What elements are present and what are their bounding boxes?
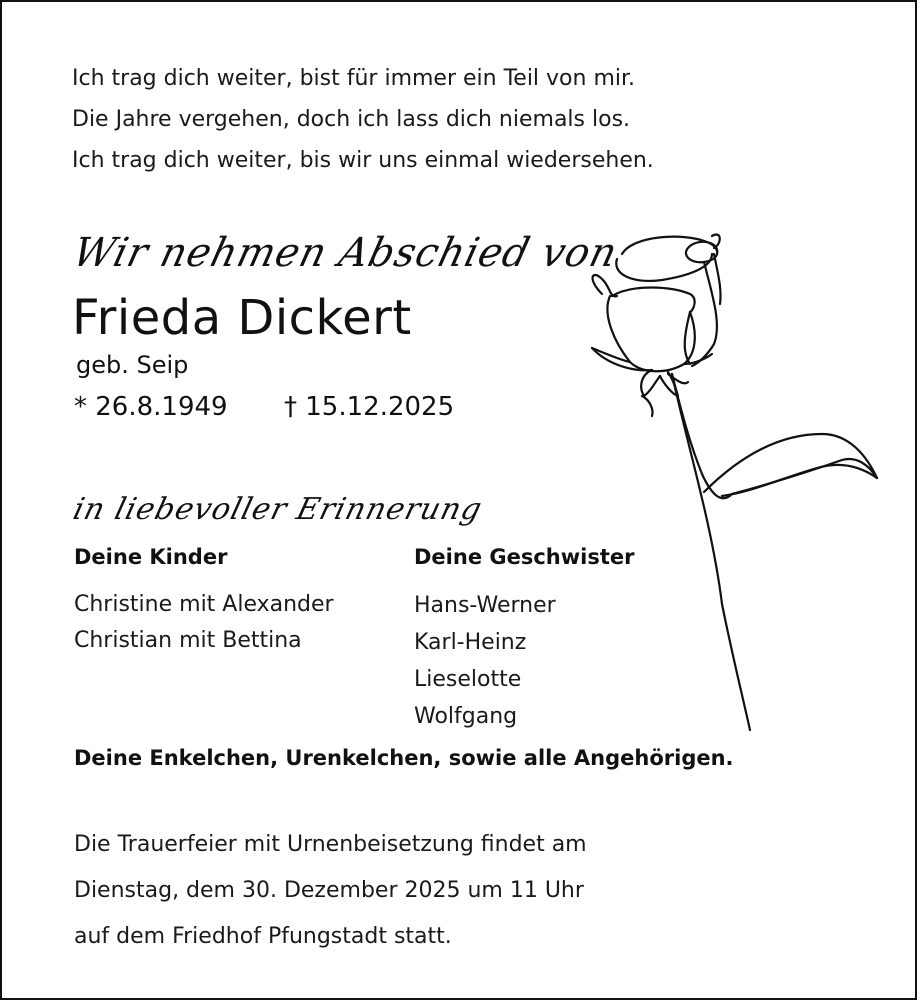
list-item: Christian mit Bettina xyxy=(74,628,302,653)
list-item: Lieselotte xyxy=(414,667,522,692)
service-line: Dienstag, dem 30. Dezember 2025 um 11 Uhr xyxy=(74,878,584,903)
poem xyxy=(72,58,654,181)
service-line: auf dem Friedhof Pfungstadt statt. xyxy=(74,924,452,949)
list-item: Karl-Heinz xyxy=(414,630,527,655)
deceased-name: Frieda Dickert xyxy=(72,290,412,346)
list-item: Hans-Werner xyxy=(414,593,556,618)
rose-icon xyxy=(572,224,892,744)
headline-script: Wir nehmen Abschied von xyxy=(68,230,623,276)
service-details xyxy=(74,822,587,960)
children-title: Deine Kinder xyxy=(74,545,228,569)
maiden-name: geb. Seip xyxy=(76,351,189,379)
service-line: Die Trauerfeier mit Urnenbeisetzung findet am xyxy=(74,832,587,857)
list-item: Christine mit Alexander xyxy=(74,592,334,617)
list-item: Wolfgang xyxy=(414,704,518,729)
life-dates xyxy=(74,392,455,422)
birth-date: * 26.8.1949 xyxy=(74,392,228,422)
siblings-title: Deine Geschwister xyxy=(414,545,635,569)
poem-line: Die Jahre vergehen, doch ich lass dich niemals los. xyxy=(72,107,631,132)
memory-script: in liebevoller Erinnerung xyxy=(69,492,486,527)
other-relatives: Deine Enkelchen, Urenkelchen, sowie alle Angehörigen. xyxy=(74,746,734,770)
poem-line: Ich trag dich weiter, bist für immer ein Teil von mir. xyxy=(72,66,636,91)
death-date: † 15.12.2025 xyxy=(284,392,455,422)
children-list xyxy=(74,587,334,659)
poem-line: Ich trag dich weiter, bis wir uns einmal wiedersehen. xyxy=(72,148,654,173)
siblings-list xyxy=(414,587,556,735)
